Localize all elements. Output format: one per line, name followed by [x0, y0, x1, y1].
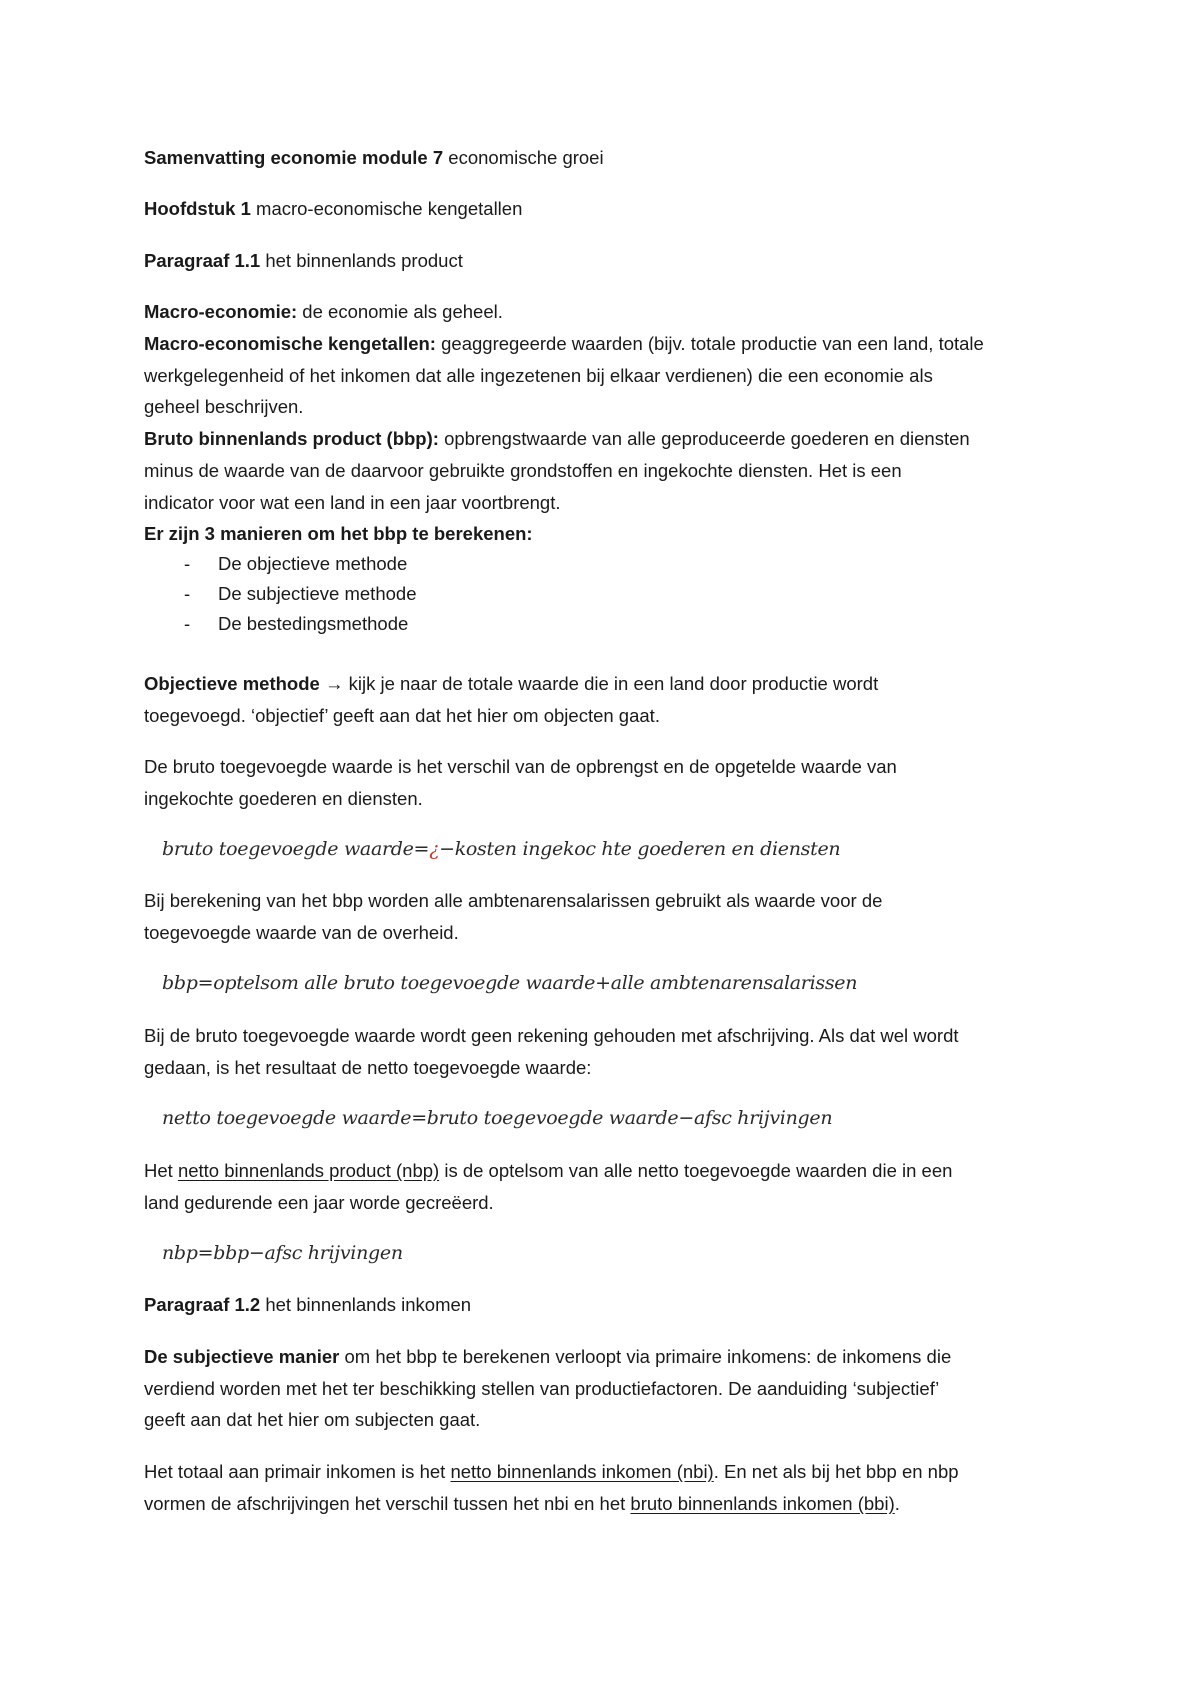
definition-bbp-line2: minus de waarde van de daarvoor gebruikte grondstoffen en ingekochte diensten. Het is een: [144, 460, 902, 481]
inkomen-paragraph: Het totaal aan primair inkomen is het netto binnenlands inkomen (nbi). En net als bij het bbp en nbp: [144, 1461, 959, 1482]
ambtenaren-line2: toegevoegde waarde van de overheid.: [144, 922, 459, 943]
bbi-term: bruto binnenlands inkomen (bbi): [630, 1493, 895, 1514]
methods-heading: Er zijn 3 manieren om het bbp te berekenen:: [144, 523, 533, 544]
section-heading-1-1: Paragraaf 1.1 het binnenlands product: [144, 250, 463, 271]
subjectieve-manier-paragraph: De subjectieve manier om het bbp te berekenen verloopt via primaire inkomens: de inkomens die: [144, 1346, 952, 1367]
bruto-toegevoegde-waarde-paragraph: De bruto toegevoegde waarde is het verschil van de opbrengst en de opgetelde waarde van: [144, 756, 897, 777]
list-item-label: De subjectieve methode: [218, 583, 417, 604]
formula-netto-toegevoegde-waarde: netto toegevoegde waarde=bruto toegevoegde waarde−afsc hrijvingen: [162, 1107, 833, 1129]
formula-bbp: bbp=optelsom alle bruto toegevoegde waarde+alle ambtenarensalarissen: [162, 972, 858, 994]
definition-kengetallen-line2: werkgelegenheid of het inkomen dat alle ingezetenen bij elkaar verdienen) die een economie als: [144, 365, 933, 386]
inkomen-line2: vormen de afschrijvingen het verschil tussen het nbi en het bruto binnenlands inkomen (bbi).: [144, 1493, 900, 1514]
list-dash: -: [184, 583, 191, 604]
afschrijving-line2: gedaan, is het resultaat de netto toegevoegde waarde:: [144, 1057, 592, 1078]
definition-kengetallen-line3: geheel beschrijven.: [144, 396, 304, 417]
nbp-paragraph: Het netto binnenlands product (nbp) is de optelsom van alle netto toegevoegde waarden die in een: [144, 1160, 953, 1181]
chapter-heading: Hoofdstuk 1 macro-economische kengetallen: [144, 198, 523, 219]
list-dash: -: [184, 553, 191, 574]
formula-nbp: nbp=bbp−afsc hrijvingen: [162, 1242, 403, 1264]
formula-bruto-toegevoegde-waarde: bruto toegevoegde waarde=¿−kosten ingekoc hte goederen en diensten: [162, 838, 841, 860]
definition-macro-economie: Macro-economie: de economie als geheel.: [144, 301, 503, 322]
ambtenaren-paragraph: Bij berekening van het bbp worden alle ambtenarensalarissen gebruikt als waarde voor de: [144, 890, 883, 911]
afschrijving-paragraph: Bij de bruto toegevoegde waarde wordt geen rekening gehouden met afschrijving. Als dat wel wordt: [144, 1025, 959, 1046]
bruto-toegevoegde-waarde-line2: ingekochte goederen en diensten.: [144, 788, 423, 809]
list-dash: -: [184, 613, 191, 634]
objectieve-methode-paragraph: Objectieve methode → kijk je naar de totale waarde die in een land door productie wordt: [144, 673, 879, 694]
definition-bbp: Bruto binnenlands product (bbp): opbrengstwaarde van alle geproduceerde goederen en diensten: [144, 428, 970, 449]
definition-kengetallen: Macro-economische kengetallen: geaggregeerde waarden (bijv. totale productie van een land, totale: [144, 333, 984, 354]
section-heading-1-2: Paragraaf 1.2 het binnenlands inkomen: [144, 1294, 472, 1315]
list-item-label: De bestedingsmethode: [218, 613, 409, 634]
subjectieve-manier-line2: verdiend worden met het ter beschikking stellen van productiefactoren. De aanduiding ‘subjectief’: [144, 1378, 940, 1399]
nbi-term: netto binnenlands inkomen (nbi): [450, 1461, 714, 1482]
definition-bbp-line3: indicator voor wat een land in een jaar voortbrengt.: [144, 492, 561, 513]
objectieve-methode-line2: toegevoegd. ‘objectief’ geeft aan dat het hier om objecten gaat.: [144, 705, 660, 726]
list-item-label: De objectieve methode: [218, 553, 408, 574]
nbp-term: netto binnenlands product (nbp): [177, 1160, 440, 1181]
subjectieve-manier-line3: geeft aan dat het hier om subjecten gaat.: [144, 1409, 481, 1430]
arrow-right-icon: →: [324, 673, 344, 694]
document-title: Samenvatting economie module 7 economische groei: [144, 147, 604, 168]
nbp-line2: land gedurende een jaar worde gecreëerd.: [144, 1192, 494, 1213]
